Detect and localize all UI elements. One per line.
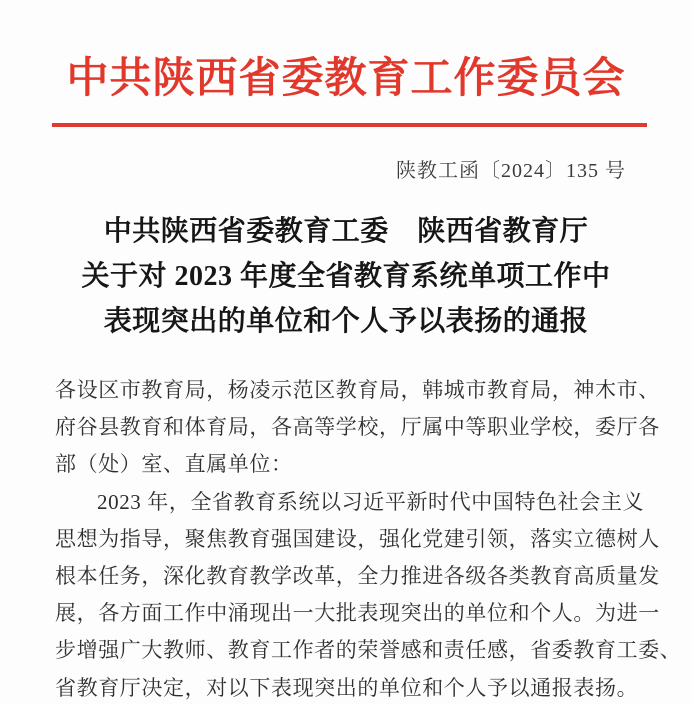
salutation-line: 府谷县教育和体育局，各高等学校，厅属中等职业学校，委厅各 [55, 415, 660, 440]
title-line-2: 关于对 2023 年度全省教育系统单项工作中 [81, 261, 611, 292]
document-body [55, 372, 682, 704]
body-line: 2023 年，全省教育系统以习近平新时代中国特色社会主义 [97, 489, 645, 514]
body-line: 根本任务，深化教育教学改革，全力推进各级各类教育高质量发 [55, 564, 660, 589]
salutation-line: 部（处）室、直属单位： [55, 452, 293, 477]
body-line: 展，各方面工作中涌现出一大批表现突出的单位和个人。为进一 [55, 601, 660, 626]
body-paragraph [55, 484, 682, 704]
body-line: 思想为指导，聚焦教育强国建设，强化党建引领，落实立德树人 [55, 526, 660, 551]
salutation [55, 372, 660, 484]
letterhead-org-name: 中共陕西省委教育工作委员会 [66, 56, 626, 102]
letterhead [0, 0, 692, 127]
body-line: 省教育厅决定，对以下表现突出的单位和个人予以通报表扬。 [55, 675, 639, 700]
document-title [0, 209, 692, 344]
salutation-line: 各设区市教育局，杨凌示范区教育局，韩城市教育局，神木市、 [55, 378, 660, 402]
body-line: 步增强广大教师、教育工作者的荣誉感和责任感，省委教育工委、 [55, 638, 682, 663]
letterhead-rule [52, 123, 647, 127]
doc-number: 陕教工函〔2024〕135 号 [396, 160, 626, 182]
title-line-1: 中共陕西省委教育工委 陕西省教育厅 [103, 216, 589, 247]
title-line-3: 表现突出的单位和个人予以表扬的通报 [103, 306, 589, 337]
